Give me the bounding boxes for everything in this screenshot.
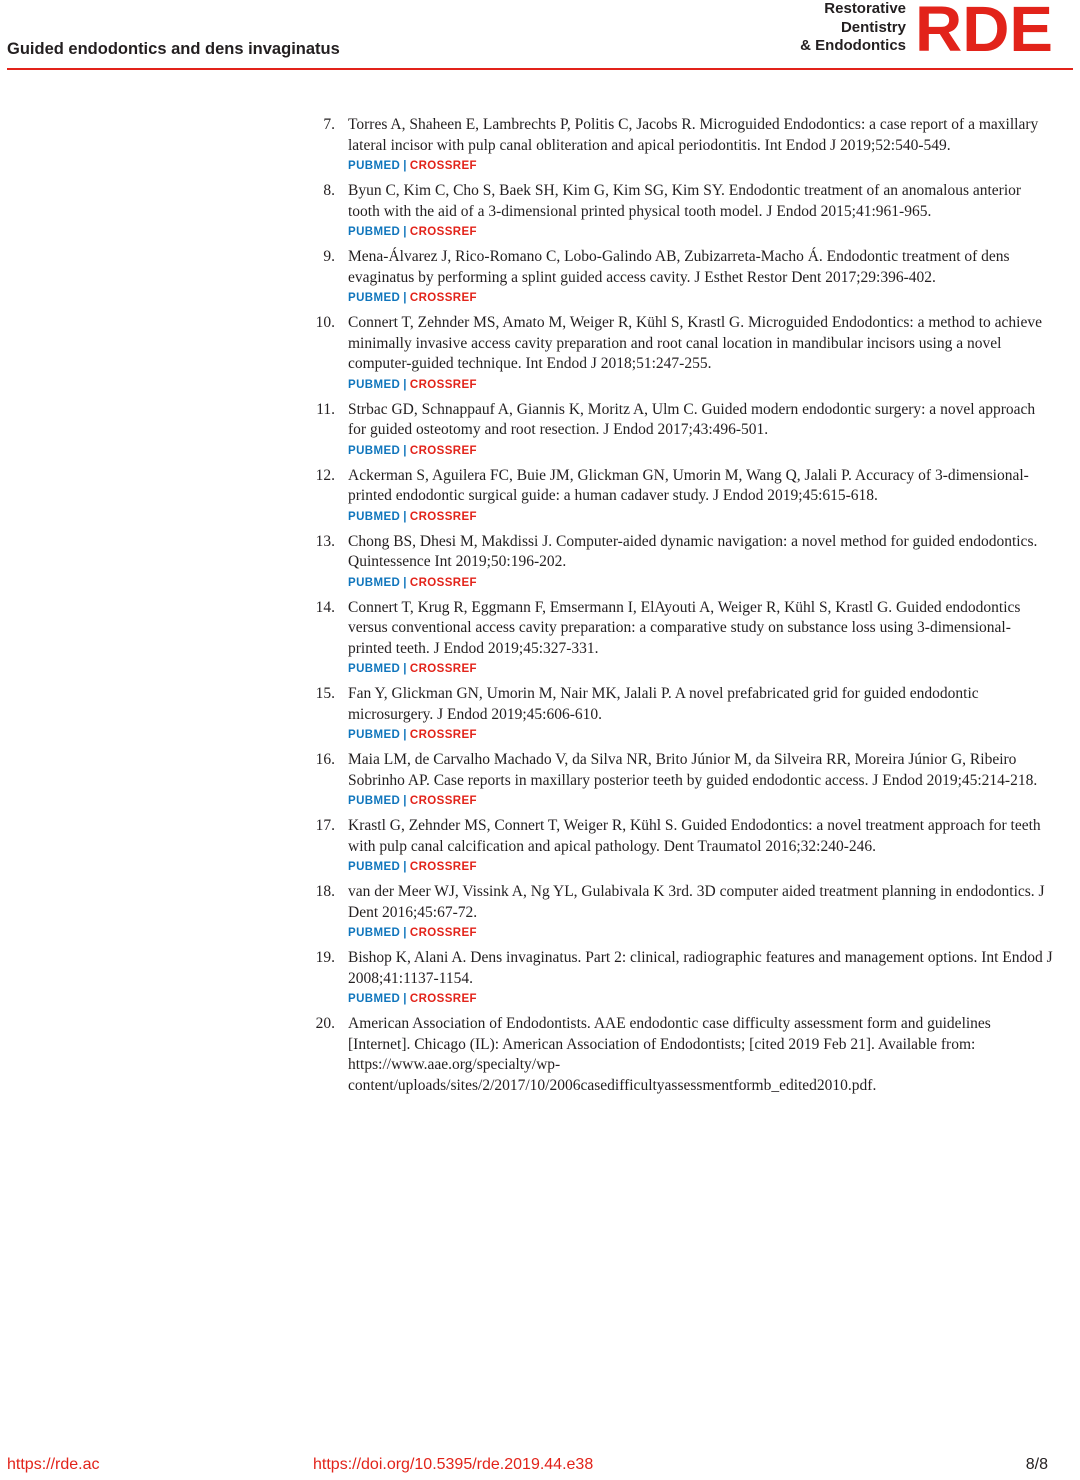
reference-text: Connert T, Zehnder MS, Amato M, Weiger R, Kühl S, Krastl G. Microguided Endodontics: a method to achieve minimally invasive access cavity preparation and root canal location in mandibular incisors using a novel computer-guided technique. Int Endod J 2018;51:247-255.: [348, 314, 1042, 372]
reference-text: Bishop K, Alani A. Dens invaginatus. Part 2: clinical, radiographic features and management options. Int Endod J 2008;41:1137-1154.: [348, 949, 1053, 987]
crossref-link[interactable]: CROSSREF: [409, 927, 477, 939]
reference-number: 8.: [323, 182, 335, 199]
pubmed-link[interactable]: PUBMED: [348, 444, 401, 457]
pubmed-link[interactable]: PUBMED: [348, 729, 401, 741]
reference-item: [0, 115, 1080, 175]
header-rule: [7, 68, 1073, 70]
reference-text: Krastl G, Zehnder MS, Connert T, Weiger R, Kühl S. Guided Endodontics: a novel treatment approach for teeth with pulp canal calcification and apical pathology. Dent Traumatol 2016;32:240-246.: [348, 817, 1041, 855]
crossref-link[interactable]: CROSSREF: [409, 292, 477, 304]
reference-item: [0, 466, 1080, 526]
reference-links: [348, 574, 1080, 592]
reference-number: 10.: [315, 314, 335, 331]
reference-links: [348, 508, 1080, 526]
pubmed-link[interactable]: PUBMED: [348, 795, 401, 807]
reference-number: 11.: [316, 400, 335, 418]
link-separator: |: [403, 795, 407, 807]
reference-number: 7.: [323, 116, 335, 133]
crossref-link[interactable]: CROSSREF: [409, 795, 477, 807]
link-separator: |: [403, 444, 407, 457]
reference-text: Chong BS, Dhesi M, Makdissi J. Computer-aided dynamic navigation: a novel method for guided endodontics. Quintessence Int 2019;50:196-202.: [348, 532, 1038, 570]
link-separator: |: [403, 576, 407, 589]
reference-links: [348, 223, 1080, 241]
pubmed-link[interactable]: PUBMED: [348, 226, 401, 238]
reference-links: [348, 792, 1080, 810]
pubmed-link[interactable]: PUBMED: [348, 378, 401, 391]
pubmed-link[interactable]: PUBMED: [348, 576, 401, 589]
reference-item: [0, 684, 1080, 744]
reference-item: [0, 816, 1080, 876]
journal-name-line: Restorative: [824, 0, 906, 17]
reference-text: Torres A, Shaheen E, Lambrechts P, Politis C, Jacobs R. Microguided Endodontics: a case report of a maxillary lateral incisor with pulp canal obliteration and apical periodontitis. Int Endod J 2019;52:540-549.: [348, 116, 1039, 154]
crossref-link[interactable]: CROSSREF: [409, 378, 477, 391]
link-separator: |: [403, 378, 407, 391]
reference-text: Strbac GD, Schnappauf A, Giannis K, Moritz A, Ulm C. Guided modern endodontic surgery: a novel approach for guided osteotomy and root resection. J Endod 2017;43:496-501.: [348, 400, 1036, 438]
rde-logo: [914, 2, 1054, 54]
pubmed-link[interactable]: PUBMED: [348, 292, 401, 304]
reference-item: [0, 598, 1080, 679]
link-separator: |: [403, 510, 407, 523]
crossref-link[interactable]: CROSSREF: [409, 663, 477, 675]
reference-number: 18.: [315, 883, 335, 900]
journal-name-line: Dentistry: [840, 18, 906, 36]
pubmed-link[interactable]: PUBMED: [348, 993, 401, 1005]
crossref-link[interactable]: CROSSREF: [409, 510, 477, 523]
reference-item: [0, 750, 1080, 810]
reference-links: [348, 660, 1080, 678]
link-separator: |: [403, 226, 407, 238]
reference-links: [348, 157, 1080, 175]
reference-links: [348, 990, 1080, 1008]
reference-number: 16.: [315, 751, 335, 768]
crossref-link[interactable]: CROSSREF: [409, 729, 477, 741]
reference-number: 17.: [315, 817, 335, 834]
reference-number: 12.: [315, 466, 335, 484]
reference-item: [0, 882, 1080, 942]
pubmed-link[interactable]: PUBMED: [348, 927, 401, 939]
link-separator: |: [403, 993, 407, 1005]
reference-text: Fan Y, Glickman GN, Umorin M, Nair MK, Jalali P. A novel prefabricated grid for guided endodontic microsurgery. J Endod 2019;45:606-610.: [348, 685, 979, 723]
reference-text: Ackerman S, Aguilera FC, Buie JM, Glickman GN, Umorin M, Wang Q, Jalali P. Accuracy of 3-dimensional-printed endodontic surgical guide: a human cadaver study. J Endod 2019;45:615-618.: [348, 466, 1029, 504]
reference-item: [0, 948, 1080, 1008]
reference-number: 9.: [323, 248, 335, 265]
pubmed-link[interactable]: PUBMED: [348, 510, 401, 523]
reference-item: [0, 1014, 1080, 1096]
reference-number: 20.: [315, 1015, 335, 1032]
reference-item: [0, 181, 1080, 241]
reference-text: Byun C, Kim C, Cho S, Baek SH, Kim G, Kim SG, Kim SY. Endodontic treatment of an anomalous anterior tooth with the aid of a 3-dimensional printed physical tooth model. J Endod 2015;41:961-965.: [348, 182, 1022, 220]
link-separator: |: [403, 729, 407, 741]
reference-number: 13.: [315, 532, 335, 550]
reference-links: [348, 726, 1080, 744]
crossref-link[interactable]: CROSSREF: [409, 226, 477, 238]
crossref-link[interactable]: CROSSREF: [409, 993, 477, 1005]
reference-item: [0, 313, 1080, 394]
pubmed-link[interactable]: PUBMED: [348, 663, 401, 675]
reference-text: American Association of Endodontists. AAE endodontic case difficulty assessment form and guidelines [Internet]. Chicago (IL): American Association of Endodontists; [cited 2019 Feb 21]. Available from: https://www.aae.org/specialty/wp-content/uploads/sites/2/2017/10/2006casedifficultyassessmentformb_edited2010.pdf.: [348, 1015, 991, 1094]
crossref-link[interactable]: CROSSREF: [409, 861, 477, 873]
crossref-link[interactable]: CROSSREF: [409, 576, 477, 589]
link-separator: |: [403, 663, 407, 675]
reference-text: Connert T, Krug R, Eggmann F, Emsermann I, ElAyouti A, Weiger R, Kühl S, Krastl G. Guided endodontics versus conventional access cavity preparation: a comparative study on substance loss using 3-dimensional-printed teeth. J Endod 2019;45:327-331.: [348, 598, 1021, 657]
reference-item: [0, 247, 1080, 307]
crossref-link[interactable]: CROSSREF: [409, 160, 477, 172]
running-title: Guided endodontics and dens invaginatus: [7, 40, 340, 58]
journal-name: [800, 0, 906, 56]
reference-links: [348, 376, 1080, 394]
footer-doi-link[interactable]: https://doi.org/10.5395/rde.2019.44.e38: [313, 1456, 594, 1473]
footer-site-link[interactable]: https://rde.ac: [7, 1456, 100, 1473]
link-separator: |: [403, 861, 407, 873]
pubmed-link[interactable]: PUBMED: [348, 160, 401, 172]
journal-name-line: & Endodontics: [800, 37, 906, 54]
pubmed-link[interactable]: PUBMED: [348, 861, 401, 873]
crossref-link[interactable]: CROSSREF: [409, 444, 477, 457]
reference-links: [348, 858, 1080, 876]
reference-list: [0, 115, 1080, 1102]
link-separator: |: [403, 927, 407, 939]
link-separator: |: [403, 160, 407, 172]
reference-item: [0, 400, 1080, 460]
reference-links: [348, 924, 1080, 942]
rde-logo-text: RDE: [915, 2, 1053, 54]
reference-number: 15.: [315, 685, 335, 702]
reference-number: 19.: [315, 949, 335, 966]
link-separator: |: [403, 292, 407, 304]
reference-links: [348, 442, 1080, 460]
reference-number: 14.: [315, 598, 335, 616]
page-number: 8/8: [1025, 1456, 1048, 1473]
reference-links: [348, 289, 1080, 307]
reference-text: Mena-Álvarez J, Rico-Romano C, Lobo-Galindo AB, Zubizarreta-Macho Á. Endodontic treatment of dens evaginatus by performing a splint guided access cavity. J Esthet Restor Dent 2017;29:396-402.: [348, 248, 1010, 286]
reference-text: Maia LM, de Carvalho Machado V, da Silva NR, Brito Júnior M, da Silveira RR, Moreira Júnior G, Ribeiro Sobrinho AP. Case reports in maxillary posterior teeth by guided endodontic access. J Endod 2019;45:214-218.: [348, 751, 1038, 789]
reference-text: van der Meer WJ, Vissink A, Ng YL, Gulabivala K 3rd. 3D computer aided treatment planning in endodontics. J Dent 2016;45:67-72.: [348, 883, 1045, 921]
reference-item: [0, 532, 1080, 592]
